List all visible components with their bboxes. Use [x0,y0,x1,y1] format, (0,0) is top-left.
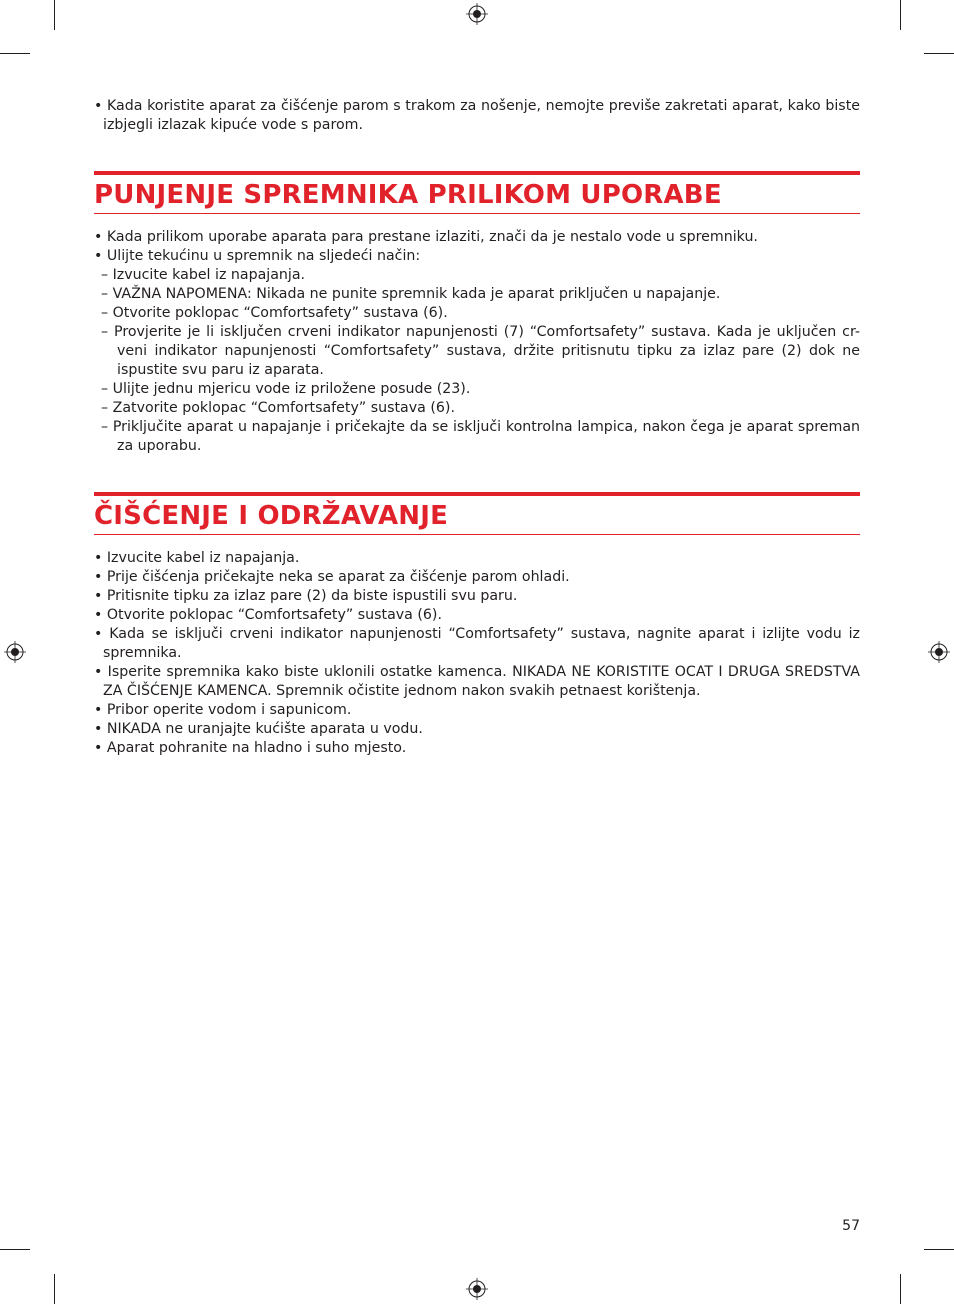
text-line: ispustite svu paru iz aparata. [117,362,324,378]
text-line: izbjegli izlazak kipuće vode s parom. [103,117,364,133]
text-line: • Pritisnite tipku za izlaz pare (2) da biste ispustili svu paru. [94,588,518,604]
text-line: • Prije čišćenja pričekajte neka se aparat za čišćenje parom ohladi. [94,569,570,585]
text-line: • Kada koristite aparat za čišćenje parom s trakom za nošenje, nemojte previše zakretati aparat, kako biste [94,98,860,114]
text-line: – Priključite aparat u napajanje i pričekajte da se isključi kontrolna lampica, nakon čega je aparat spreman [101,419,860,435]
text-line: • Kada se isključi crveni indikator napunjenosti “Comfortsafety” sustava, nagnite aparat i izlijte vodu iz [94,626,860,642]
text-line: • Aparat pohranite na hladno i suho mjesto. [94,740,407,756]
text-line: veni indikator napunjenosti “Comfortsafety” sustava, držite pritisnutu tipku za izlaz pare (2) dok ne [117,343,860,359]
text-line: • Kada prilikom uporabe aparata para prestane izlaziti, znači da je nestalo vode u spremniku. [94,229,758,245]
intro-text [94,97,860,135]
section-list [94,228,860,456]
page-content [94,97,860,758]
registration-mark-icon [466,3,488,25]
crop-mark [900,0,901,30]
crop-mark [0,1249,30,1250]
section-title: ČIŠĆENJE I ODRŽAVANJE [94,501,449,531]
registration-mark-icon [466,1278,488,1300]
text-line: • NIKADA ne uranjajte kućište aparata u vodu. [94,721,423,737]
section-title: PUNJENJE SPREMNIKA PRILIKOM UPORABE [94,180,722,210]
crop-mark [54,0,55,30]
page-number: 57 [842,1218,860,1234]
section-list [94,549,860,758]
text-line: – VAŽNA NAPOMENA: Nikada ne punite spremnik kada je aparat priključen u napajanje. [101,286,721,302]
text-line: • Isperite spremnika kako biste uklonili ostatke kamenca. NIKADA NE KORISTITE OCAT I DRUGA SREDSTVA [94,664,860,680]
text-line: – Zatvorite poklopac “Comfortsafety” sustava (6). [101,400,455,416]
crop-mark [924,1249,954,1250]
crop-mark [0,53,30,54]
text-line: – Otvorite poklopac “Comfortsafety” sustava (6). [101,305,448,321]
section-heading [94,492,860,535]
text-line: – Provjerite je li isključen crveni indikator napunjenosti (7) “Comfortsafety” sustava. Kada je uključen cr- [101,324,860,340]
text-line: • Ulijte tekućinu u spremnik na sljedeći način: [94,248,421,264]
text-line: – Izvucite kabel iz napajanja. [101,267,306,283]
text-line: • Otvorite poklopac “Comfortsafety” sustava (6). [94,607,442,623]
crop-mark [54,1274,55,1304]
section-heading [94,171,860,214]
text-line: • Izvucite kabel iz napajanja. [94,550,300,566]
crop-mark [924,53,954,54]
text-line: ZA ČIŠĆENJE KAMENCA. Spremnik očistite jednom nakon svakih petnaest korištenja. [103,683,701,699]
registration-mark-icon [4,641,26,663]
text-line: spremnika. [103,645,182,661]
text-line: za uporabu. [117,438,202,454]
crop-mark [900,1274,901,1304]
text-line: • Pribor operite vodom i sapunicom. [94,702,352,718]
registration-mark-icon [928,641,950,663]
text-line: – Ulijte jednu mjericu vode iz priložene posude (23). [101,381,471,397]
